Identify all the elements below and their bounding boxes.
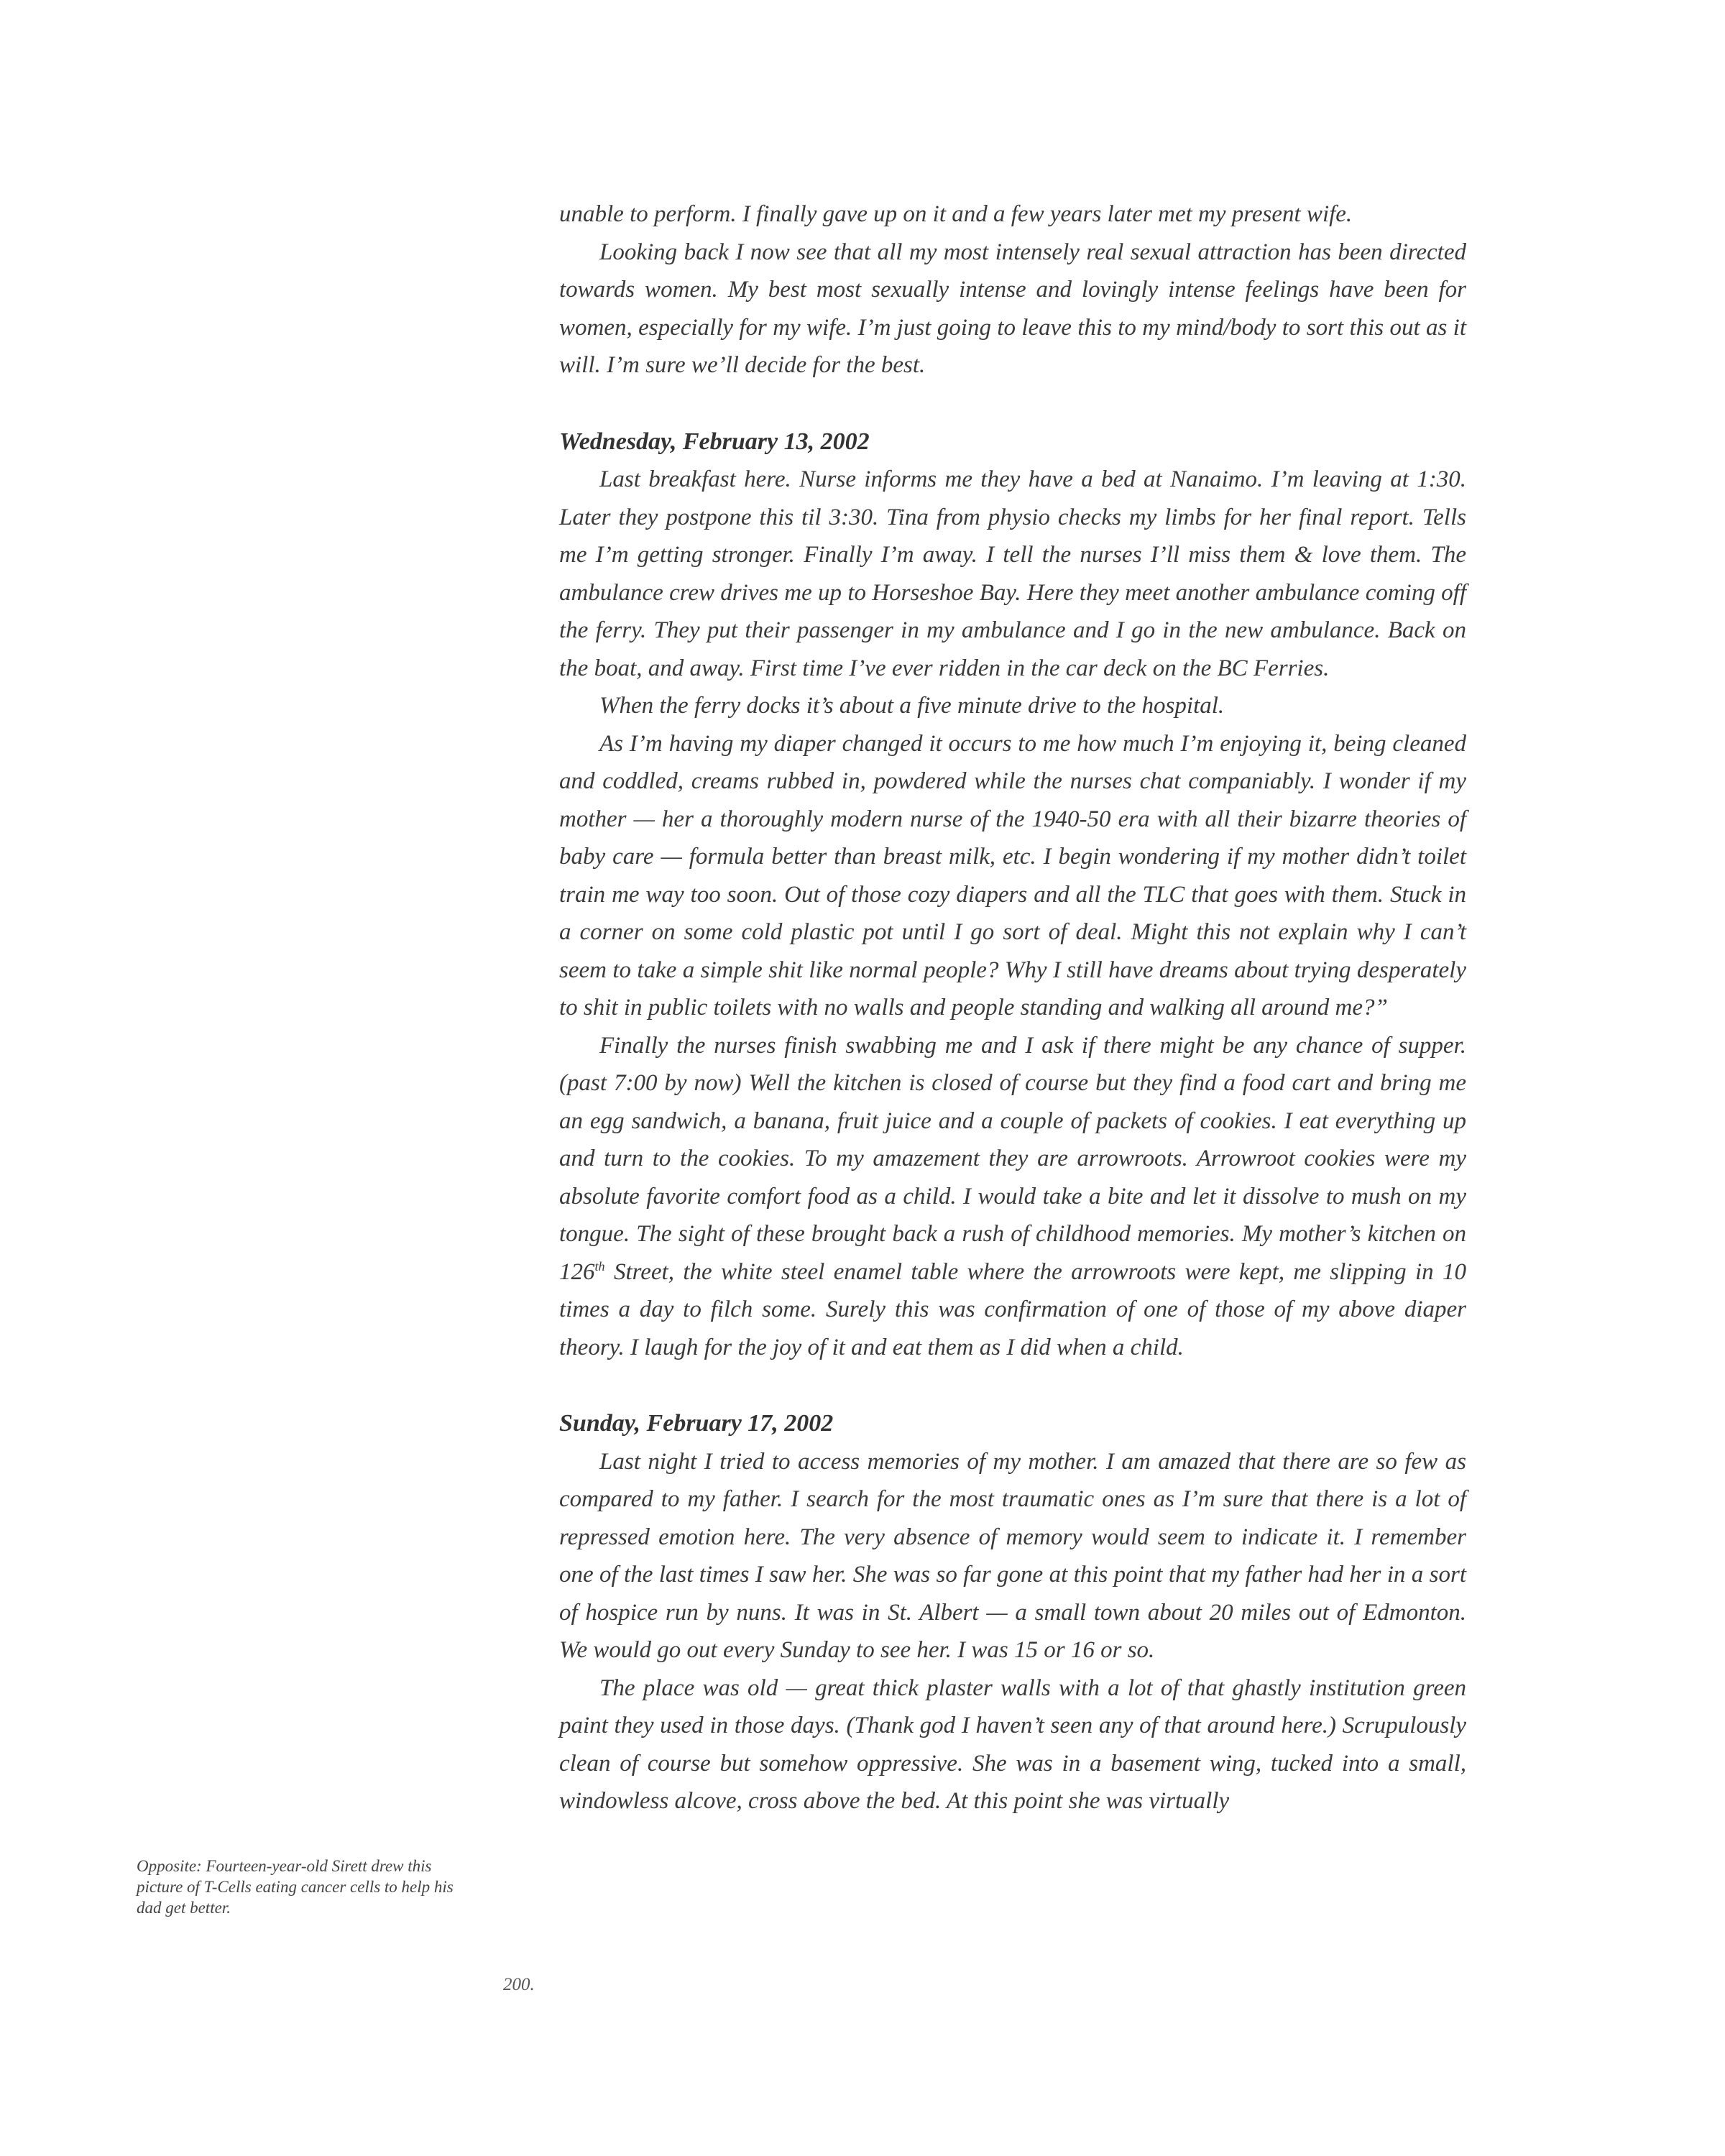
entry-date-heading: Wednesday, February 13, 2002 [559,428,870,455]
paragraph: unable to perform. I finally gave up on it and a few years later met my present wife. [559,201,1353,227]
entry-date-heading: Sunday, February 17, 2002 [559,1410,834,1437]
paragraph [559,1027,1466,1367]
paragraph: The place was old — great thick plaster walls with a lot of that ghastly institution green paint they used in those days. (Thank god I haven’t seen any of that around here.) Scrupulously clean of course but somehow oppressive. She was in a basement wing, tucked into a small, windowless alcove, cross above the bed. At this point she was virtually [559,1674,1466,1814]
ordinal-superscript: th [594,1258,605,1273]
paragraph: As I’m having my diaper changed it occurs to me how much I’m enjoying it, being cleaned and coddled, creams rubbed in, powdered while the nurses chat companiably. I wonder if my mother — her a thoroughly modern nurse of the 1940-50 era with all their bizarre theories of baby care — formula better than breast milk, etc. I begin wondering if my mother didn’t toilet train me way too soon. Out of those cozy diapers and all the TLC that goes with them. Stuck in a corner on some cold plastic pot until I go sort of deal. Might this not explain why I can’t seem to take a simple shit like normal people? Why I still have dreams about trying desperately to shit in public toilets with no walls and people standing and walking all around me?” [559,730,1466,1021]
figure-caption: Opposite: Fourteen-year-old Sirett drew this picture of T-Cells eating cancer cells to help his dad get better. [137,1857,454,1917]
main-text-column [559,195,1466,1820]
page-number: 200. [503,1975,535,1994]
paragraph: Last breakfast here. Nurse informs me they have a bed at Nanaimo. I’m leaving at 1:30. Later they postpone this til 3:30. Tina from physio checks my limbs for her final report. Tells me I’m getting stronger. Finally I’m away. I tell the nurses I’ll miss them & love them. The ambulance crew drives me up to Horseshoe Bay. Here they meet another ambulance coming off the ferry. They put their passenger in my ambulance and I go in the new ambulance. Back on the boat, and away. First time I’ve ever ridden in the car deck on the BC Ferries. [559,466,1466,681]
paragraph: Looking back I now see that all my most intensely real sexual attraction has been directed towards women. My best most sexually intense and lovingly intense feelings have been for women, especially for my wife. I’m just going to leave this to my mind/body to sort this out as it will. I’m sure we’ll decide for the best. [559,239,1466,378]
paragraph: Last night I tried to access memories of my mother. I am amazed that there are so few as compared to my father. I search for the most traumatic ones as I’m sure that there is a lot of repressed emotion here. The very absence of memory would seem to indicate it. I remember one of the last times I saw her. She was so far gone at this point that my father had her in a sort of hospice run by nuns. It was in St. Albert — a small town about 20 miles out of Edmonton. We would go out every Sunday to see her. I was 15 or 16 or so. [559,1448,1466,1663]
paragraph: When the ferry docks it’s about a five minute drive to the hospital. [599,693,1225,719]
paragraph-text: Finally the nurses finish swabbing me and I ask if there might be any chance of supper. (past 7:00 by now) Well the kitchen is closed of course but they find a food cart and bring me an egg sandwich, a banana, fruit juice and a couple of packets of cookies. I eat everything up and turn to the cookies. To my amazement they are arrowroots. Arrowroot cookies were my absolute favorite comfort food as a child. I would take a bite and let it dissolve to mush on my tongue. The sight of these brought back a rush of childhood memories. My mother’s kitchen on 126 [559,1032,1466,1285]
paragraph-text: Street, the white steel enamel table where the arrowroots were kept, me slipping in 10 times a day to filch some. Surely this was confirmation of one of those of my above diaper theory. I laugh for the joy of it and eat them as I did when a child. [559,1258,1466,1360]
